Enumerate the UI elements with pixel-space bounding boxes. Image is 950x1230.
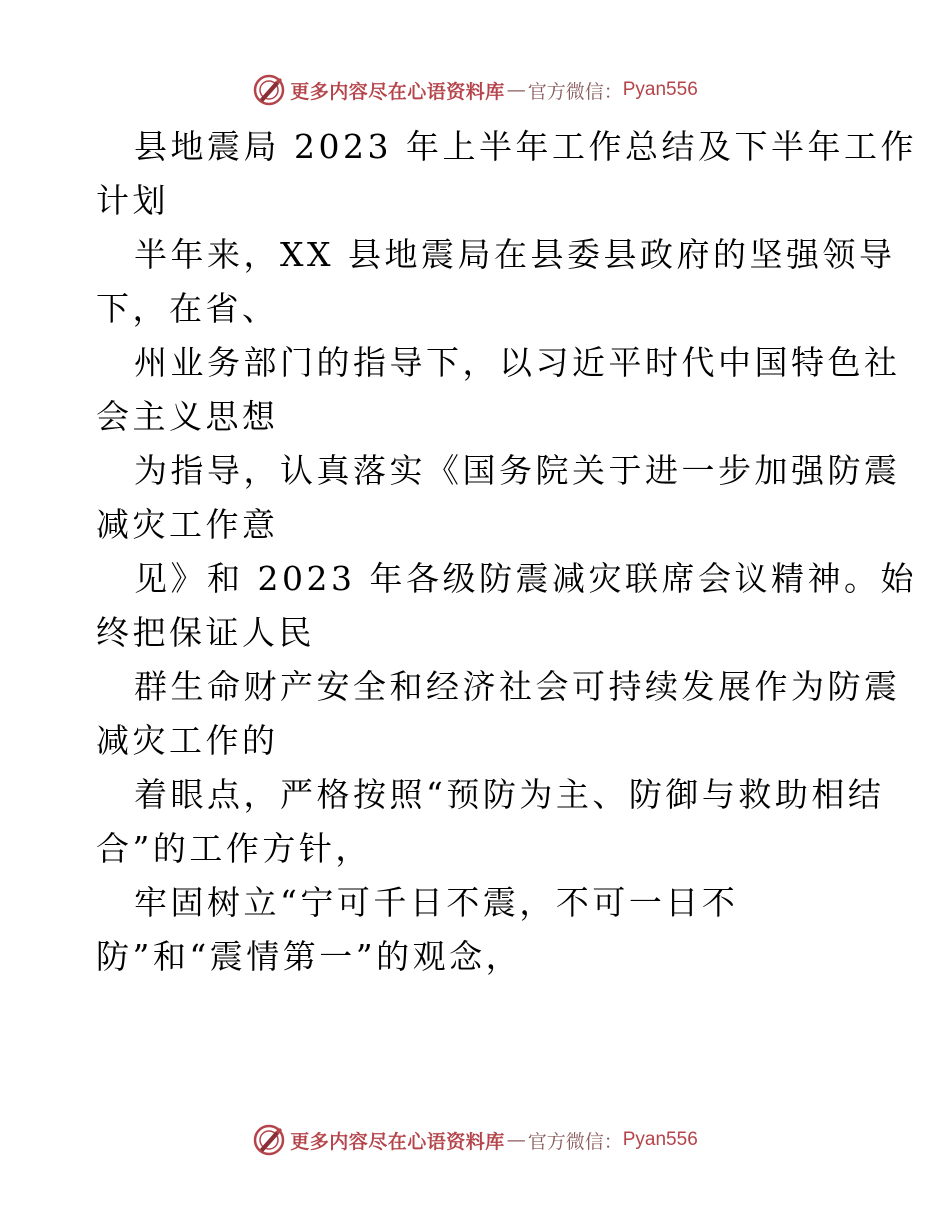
- text-line: 群生命财产安全和经济社会可持续发展作为防震: [134, 667, 901, 706]
- text-line: 防”和“震情第一”的观念，: [96, 937, 523, 976]
- banner-promo-text: 更多内容尽在心语资料库: [290, 80, 505, 103]
- text-line: 计划: [96, 181, 169, 220]
- text-line: 牢固树立“宁可千日不震，不可一日不: [134, 883, 739, 922]
- text-line: 县地震局 2023 年上半年工作总结及下半年工作: [134, 127, 917, 166]
- header-watermark-banner: [0, 70, 950, 110]
- banner-account-id: Pyan556: [622, 79, 698, 100]
- text-line: 终把保证人民: [96, 613, 315, 652]
- banner-dash: —: [506, 1129, 526, 1151]
- text-line: 合”的工作方针，: [96, 829, 372, 868]
- text-line: 州业务部门的指导下，以习近平时代中国特色社: [134, 343, 901, 382]
- text-line: 见》和 2023 年各级防震减灾联席会议精神。始: [134, 559, 917, 598]
- banner-dash: —: [506, 79, 526, 101]
- banner-promo-text: 更多内容尽在心语资料库: [290, 1130, 505, 1153]
- banner-account-id: Pyan556: [622, 1129, 698, 1150]
- footer-watermark-banner: [0, 1120, 950, 1160]
- text-line: 半年来，XX 县地震局在县委县政府的坚强领导: [134, 235, 896, 274]
- text-line: 着眼点，严格按照“预防为主、防御与救助相结: [134, 775, 885, 814]
- pen-logo-icon: [252, 1123, 286, 1157]
- text-line: 会主义思想: [96, 397, 279, 436]
- text-line: 减灾工作的: [96, 721, 279, 760]
- banner-account-label: 官方微信：: [527, 1130, 623, 1153]
- text-line: 减灾工作意: [96, 505, 279, 544]
- document-body: [96, 120, 917, 984]
- text-line: 为指导，认真落实《国务院关于进一步加强防震: [134, 451, 901, 490]
- pen-logo-icon: [252, 73, 286, 107]
- text-line: 下，在省、: [96, 289, 279, 328]
- banner-account-label: 官方微信：: [527, 80, 623, 103]
